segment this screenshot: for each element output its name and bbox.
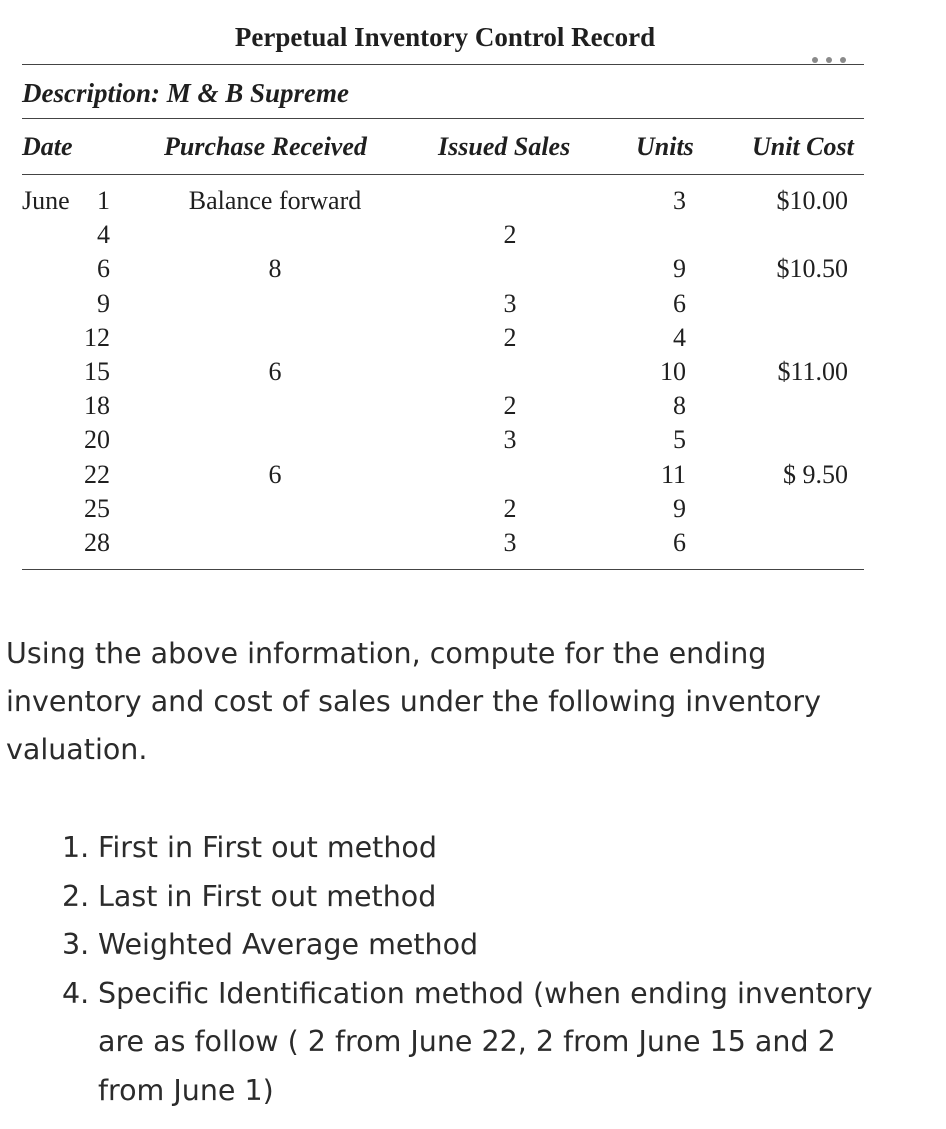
row-1-day: 1 (97, 186, 110, 215)
row-9-day: 22 (84, 459, 110, 489)
row-2-day: 4 (97, 220, 110, 250)
row-7-issued: 2 (503, 391, 517, 421)
method-item (62, 921, 902, 970)
row-8-day: 20 (84, 425, 110, 455)
row-8-issued: 3 (503, 425, 517, 455)
header-issued-sales: Issued Sales (438, 132, 571, 161)
row-7-day: 18 (84, 391, 110, 421)
methods-list (62, 824, 902, 1115)
row-1-purchase: Balance forward (188, 186, 362, 215)
row-4-issued: 3 (503, 288, 517, 318)
method-item (62, 970, 902, 1116)
row-3-unit-cost: $10.50 (776, 254, 848, 284)
method-number: 1. (62, 831, 90, 864)
method-text: Weighted Average method (98, 928, 479, 961)
row-10-units: 9 (673, 493, 686, 523)
description-rule (22, 118, 864, 119)
record-description: Description: M & B Supreme (22, 78, 350, 108)
method-item (62, 824, 902, 873)
row-8-units: 5 (673, 425, 686, 455)
row-7-units: 8 (673, 391, 686, 421)
row-6-day: 15 (84, 357, 110, 386)
row-10-issued: 2 (503, 493, 517, 523)
row-6-units: 10 (660, 357, 686, 386)
row-4-units: 6 (673, 288, 686, 318)
row-9-units: 11 (660, 459, 686, 489)
row-3-units: 9 (673, 254, 686, 284)
method-item (62, 873, 902, 922)
row-11-issued: 3 (503, 528, 517, 557)
row-9-purchase: 6 (268, 459, 282, 489)
row-3-purchase: 8 (268, 254, 282, 284)
row-4-day: 9 (97, 288, 110, 318)
table-bottom-rule (22, 569, 864, 570)
row-6-purchase: 6 (268, 357, 282, 386)
method-number: 2. (62, 879, 90, 913)
header-unit-cost: Unit Cost (752, 132, 854, 161)
row-5-issued: 2 (503, 322, 517, 352)
header-purchase-received: Purchase Received (164, 132, 367, 161)
row-2-issued: 2 (503, 220, 517, 250)
row-5-units: 4 (673, 322, 686, 352)
row-10-day: 25 (84, 493, 110, 523)
method-text: Specific Identification method (when ending inventory are as follow ( 2 from June 22, 2 from June 15 and 2 from June 1) (98, 976, 873, 1107)
header-units: Units (636, 132, 694, 161)
method-text: First in First out method (98, 831, 437, 864)
header-date: Date (22, 132, 73, 161)
row-11-day: 28 (84, 528, 110, 557)
row-11-units: 6 (673, 528, 686, 557)
method-number: 3. (62, 928, 90, 961)
row-3-day: 6 (97, 254, 110, 284)
question-text: Using the above information, compute for the ending inventory and cost of sales under the following inventory valuation. (6, 637, 821, 766)
record-title: Perpetual Inventory Control Record (234, 22, 656, 52)
header-rule (22, 174, 864, 175)
row-6-unit-cost: $11.00 (777, 357, 848, 386)
more-options-icon[interactable] (812, 54, 846, 66)
row-1-units: 3 (673, 186, 686, 215)
method-text: Last in First out method (98, 879, 437, 913)
row-1-month: June (22, 186, 70, 215)
row-5-day: 12 (84, 322, 110, 352)
row-1-unit-cost: $10.00 (776, 186, 848, 215)
title-rule (22, 64, 864, 65)
row-9-unit-cost: $ 9.50 (783, 459, 848, 489)
method-number: 4. (62, 976, 90, 1010)
